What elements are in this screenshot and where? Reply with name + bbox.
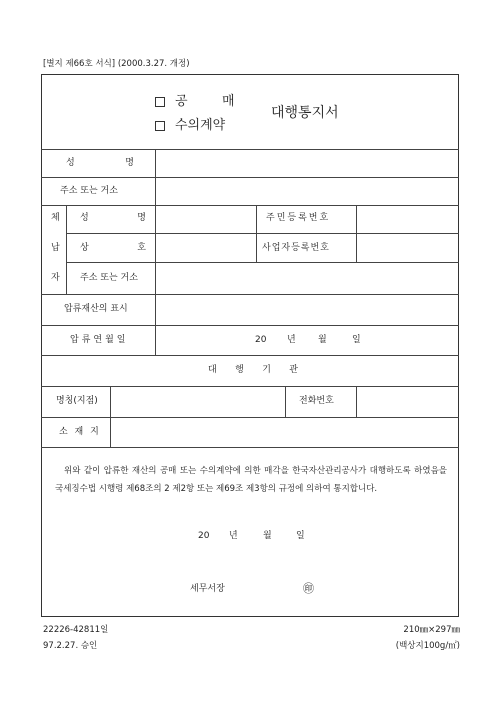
line: [41, 417, 459, 418]
line: [41, 355, 459, 356]
option-public-auction: [155, 95, 250, 109]
public-auction-checkbox-icon[interactable]: [155, 97, 165, 107]
footer-code: 22226-42811일: [43, 625, 109, 635]
address-label: 주소 또는 거소: [60, 186, 118, 196]
delinquent-label-char-3: 자: [51, 273, 60, 283]
trade-name-label: 상 호: [80, 243, 146, 253]
delinquent-label-char-1: 체: [51, 213, 60, 223]
agency-header: 대 행 기 관: [208, 365, 298, 375]
footer-paper-size: 210㎜×297㎜: [403, 625, 460, 635]
line: [256, 205, 257, 262]
line: [41, 325, 459, 326]
line: [155, 149, 156, 355]
line: [66, 233, 459, 234]
signer-label: 세무서장: [190, 584, 225, 594]
private-contract-label: 수의계약: [175, 118, 226, 133]
notice-form: [41, 74, 459, 617]
line: [41, 177, 459, 178]
delinquent-label-char-2: 납: [51, 243, 60, 253]
form-number-label: [별지 제66호 서식] (2000.3.27. 개정): [43, 59, 190, 69]
footer-approval: 97.2.27. 승인: [43, 641, 98, 651]
notice-text: 위와 같이 압류한 재산의 공매 또는 수의계약에 의한 매각을 한국자산관리공사가 대행하도록 하였음을 국세징수법 시행령 제68조의 2 제2항 또는 제69조 제3항의 규정에 의하여 통지합니다.: [55, 466, 447, 494]
footer-paper-type: (백상지100g/㎡): [395, 641, 460, 651]
line: [41, 294, 459, 295]
line: [66, 205, 67, 294]
phone-label: 전화번호: [299, 396, 334, 406]
delinquent-name-label: 성 명: [80, 213, 146, 223]
seizure-date-label: 압류연월일: [70, 335, 129, 345]
line: [356, 386, 357, 417]
document-title: 대행통지서: [271, 105, 339, 121]
seal-icon: ㊞: [303, 582, 314, 595]
title-block: [155, 91, 265, 141]
delinquent-address-label: 주소 또는 거소: [80, 273, 138, 283]
agency-name-label: 명칭(지점): [56, 396, 98, 406]
line: [41, 149, 459, 150]
line: [41, 447, 459, 448]
private-contract-checkbox-icon[interactable]: [155, 121, 165, 131]
line: [41, 386, 459, 387]
line: [356, 205, 357, 262]
line: [66, 262, 459, 263]
line: [285, 386, 286, 417]
option-private-contract: [155, 119, 255, 133]
name-label: 성 명: [66, 158, 134, 168]
business-number-label: 사업자등록번호: [262, 243, 330, 253]
seized-property-label: 압류재산의 표시: [64, 304, 128, 314]
line: [41, 205, 459, 206]
public-auction-char-2: 매: [222, 94, 235, 109]
location-label: 소 재 지: [59, 427, 101, 437]
public-auction-char-1: 공: [175, 94, 188, 109]
line: [110, 386, 111, 447]
resident-number-label: 주민등록번호: [266, 213, 331, 223]
